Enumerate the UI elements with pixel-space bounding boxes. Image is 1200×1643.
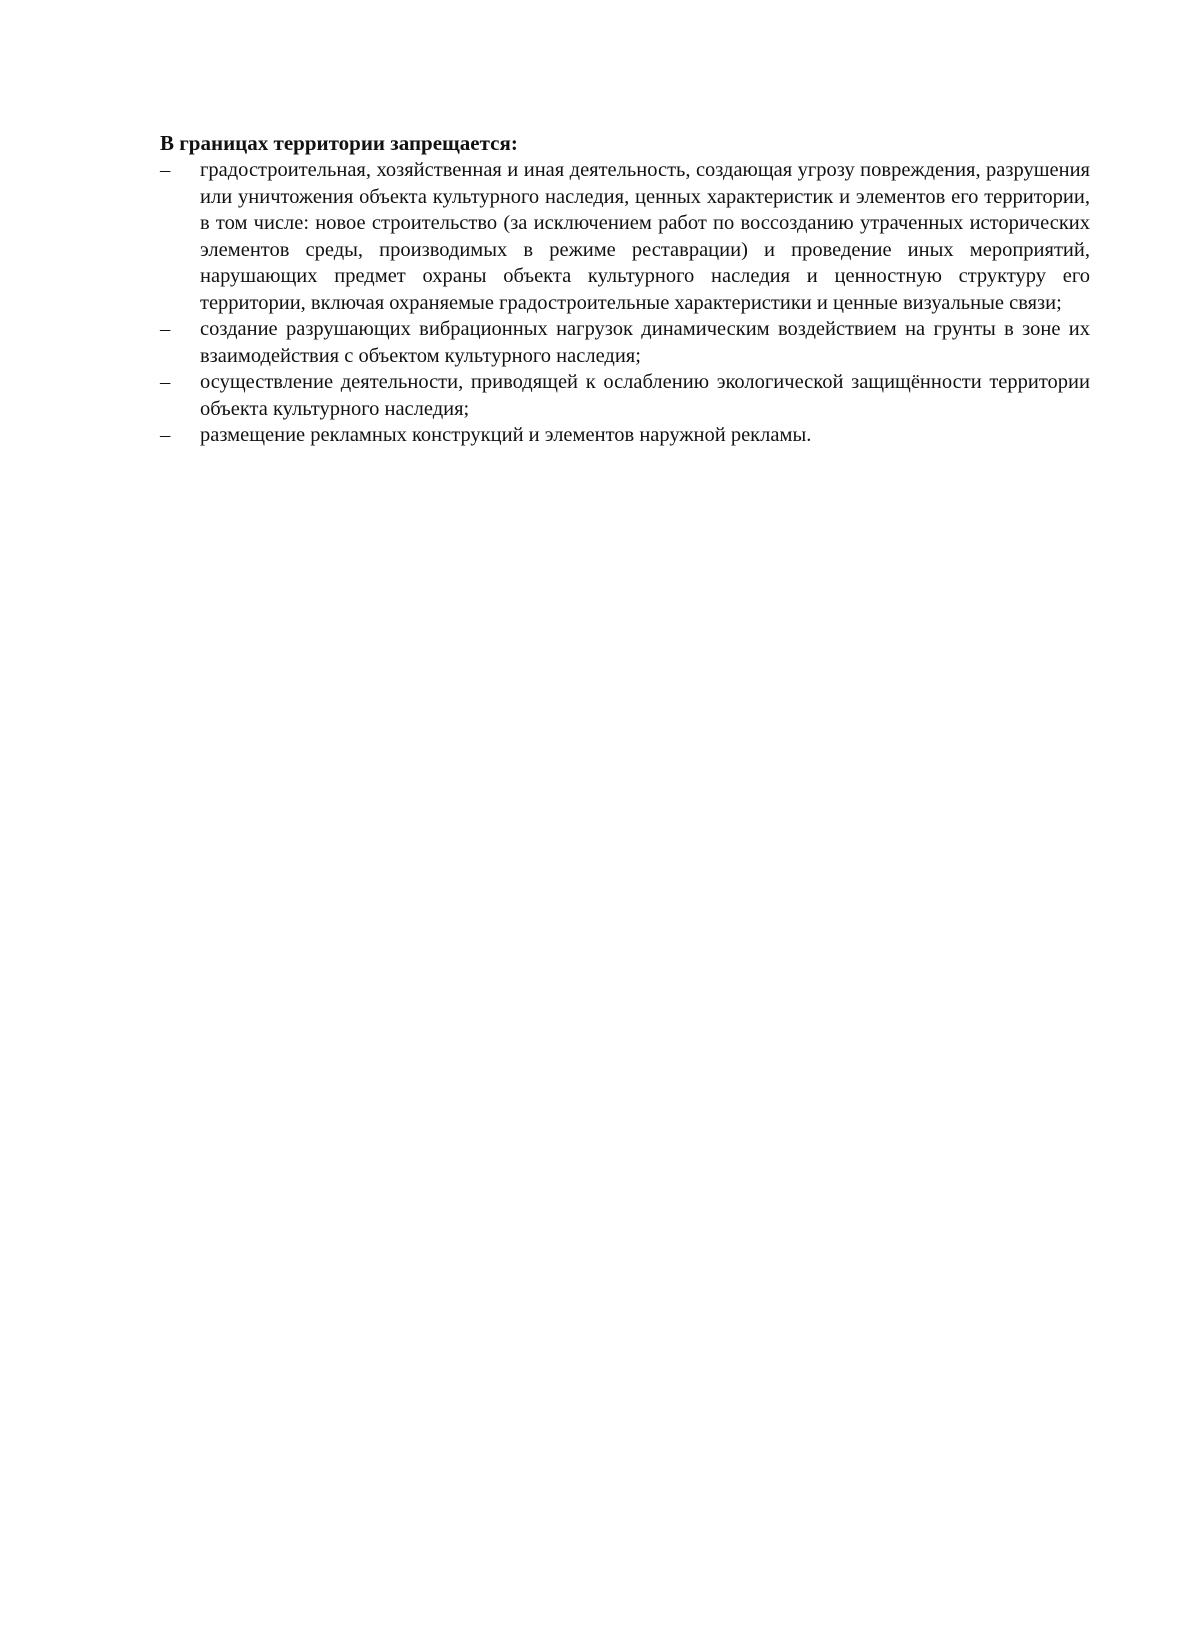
list-item [160, 316, 1090, 369]
dash-bullet: – [160, 371, 171, 393]
list-item-text: градостроительная, хозяйственная и иная деятельность, создающая угрозу повреждения, разрушения или уничтожения объекта культурного наследия, ценных характеристик и элементов его территории, в том числе: новое строительство (за исключением работ по воссозданию утраченных исторических элементов среды, производимых в режиме реставрации) и проведение иных мероприятий, нарушающих предмет охраны объекта культурного наследия и ценностную структуру его территории, включая охраняемые градостроительные характеристики и ценные визуальные связи; [200, 159, 1090, 314]
dash-bullet: – [160, 318, 171, 340]
list-item-text: размещение рекламных конструкций и элементов наружной рекламы. [200, 424, 812, 446]
prohibitions-list [160, 157, 1090, 449]
section-heading: В границах территории запрещается: [160, 131, 518, 155]
list-item [160, 422, 1090, 449]
dash-bullet: – [160, 159, 171, 181]
list-item-text: осуществление деятельности, приводящей к ослаблению экологической защищённости территории объекта культурного наследия; [200, 371, 1090, 420]
list-item [160, 157, 1090, 316]
document-page [160, 130, 1090, 449]
dash-bullet: – [160, 424, 171, 446]
list-item [160, 369, 1090, 422]
list-item-text: создание разрушающих вибрационных нагрузок динамическим воздействием на грунты в зоне их взаимодействия с объектом культурного наследия; [200, 318, 1090, 367]
